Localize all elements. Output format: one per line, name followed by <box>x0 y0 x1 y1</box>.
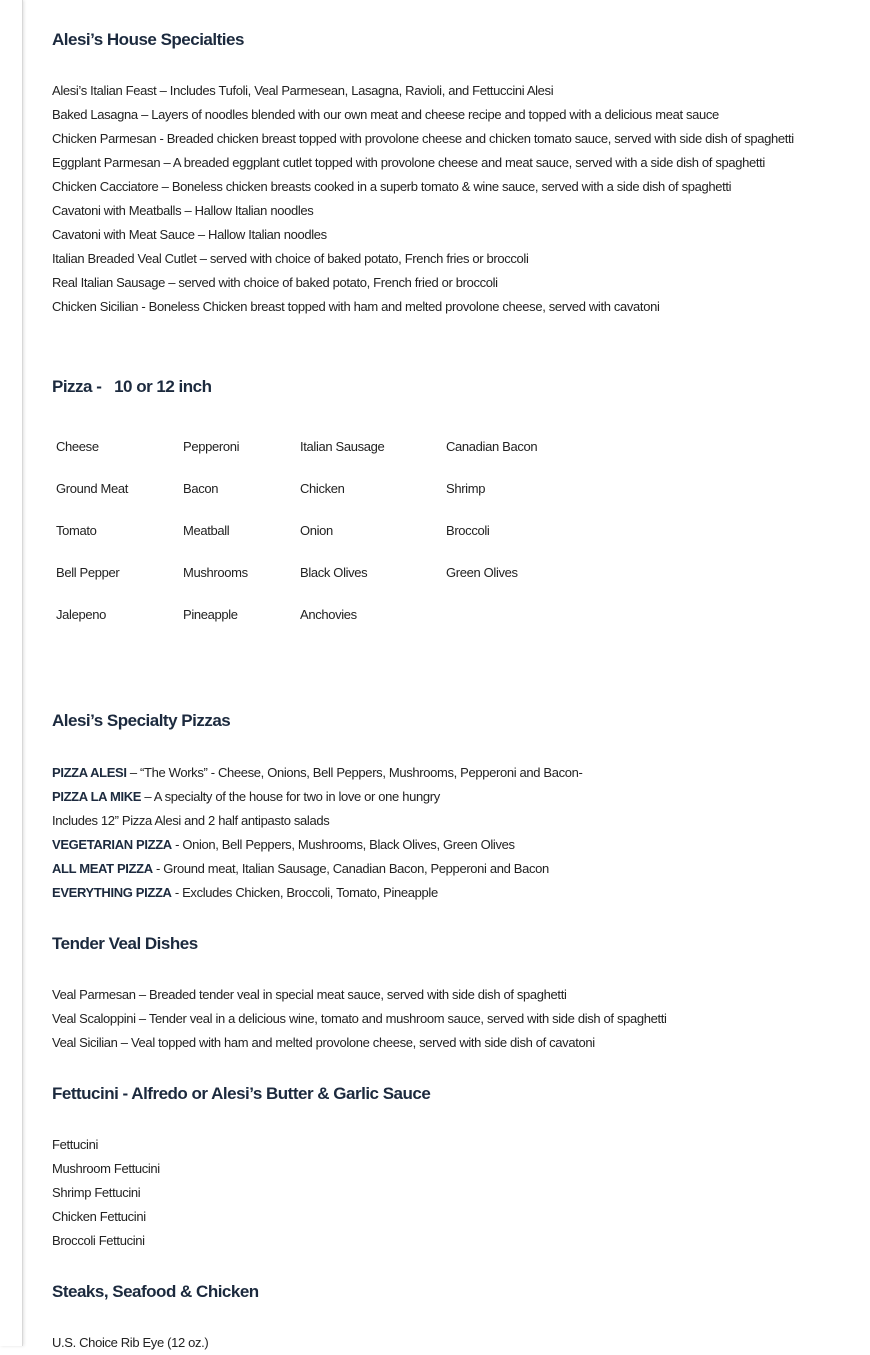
pizza-name: PIZZA LA MIKE <box>52 789 142 804</box>
pizza-name: ALL MEAT PIZZA <box>52 861 153 876</box>
topping-cell: Italian Sausage <box>300 439 385 454</box>
menu-item: Chicken Cacciatore – Boneless chicken breasts cooked in a superb tomato & wine sauce, served with a side dish of spaghetti <box>52 179 732 194</box>
menu-item: Eggplant Parmesan – A breaded eggplant cutlet topped with provolone cheese and meat sauce, served with a side dish of spaghetti <box>52 155 765 170</box>
topping-cell: Black Olives <box>300 565 368 580</box>
section-title: Alesi’s House Specialties <box>52 30 244 49</box>
topping-cell: Shrimp <box>446 481 486 496</box>
section-title: Pizza - 10 or 12 inch <box>52 377 212 396</box>
specialty-pizza-item <box>52 809 860 833</box>
section-title: Fettucini - Alfredo or Alesi’s Butter & Garlic Sauce <box>52 1084 431 1103</box>
pizza-name: PIZZA ALESI <box>52 765 127 780</box>
menu-item: U.S. Choice Rib Eye (12 oz.) <box>52 1335 209 1350</box>
section-title: Steaks, Seafood & Chicken <box>52 1282 259 1301</box>
pizza-name: EVERYTHING PIZZA <box>52 885 172 900</box>
pizza-description: - Excludes Chicken, Broccoli, Tomato, Pineapple <box>171 885 438 900</box>
menu-item: Veal Sicilian – Veal topped with ham and melted provolone cheese, served with side dish of cavatoni <box>52 1035 595 1050</box>
pizza-description: - Onion, Bell Peppers, Mushrooms, Black Olives, Green Olives <box>171 837 515 852</box>
pizza-description: - Ground meat, Italian Sausage, Canadian Bacon, Pepperoni and Bacon <box>152 861 549 876</box>
menu-item: Chicken Parmesan - Breaded chicken breast topped with provolone cheese and chicken tomato sauce, served with side dish of spaghetti <box>52 131 794 146</box>
topping-cell: Tomato <box>56 523 97 538</box>
menu-item: Veal Parmesan – Breaded tender veal in special meat sauce, served with side dish of spaghetti <box>52 987 567 1002</box>
menu-item: Real Italian Sausage – served with choice of baked potato, French fried or broccoli <box>52 275 498 290</box>
pizza-section <box>52 375 860 399</box>
menu-item: Cavatoni with Meat Sauce – Hallow Italian noodles <box>52 227 327 242</box>
topping-cell: Meatball <box>183 523 230 538</box>
menu-item: Cavatoni with Meatballs – Hallow Italian noodles <box>52 203 314 218</box>
section-title: Alesi’s Specialty Pizzas <box>52 711 231 730</box>
menu-item: Broccoli Fettucini <box>52 1233 145 1248</box>
steaks-section <box>52 1280 860 1355</box>
topping-cell: Ground Meat <box>56 481 129 496</box>
pizza-description: Includes 12” Pizza Alesi and 2 half antipasto salads <box>52 813 330 828</box>
topping-cell: Onion <box>300 523 333 538</box>
fettucini-section <box>52 1082 860 1253</box>
topping-cell: Chicken <box>300 481 345 496</box>
menu-item: Italian Breaded Veal Cutlet – served with choice of baked potato, French fries or broccoli <box>52 251 529 266</box>
topping-cell: Broccoli <box>446 523 490 538</box>
menu-item: Shrimp Fettucini <box>52 1185 141 1200</box>
menu-item: Chicken Fettucini <box>52 1209 146 1224</box>
specialty-pizza-item <box>52 785 860 809</box>
menu-item: Fettucini <box>52 1137 98 1152</box>
topping-cell: Canadian Bacon <box>446 439 538 454</box>
topping-cell: Pineapple <box>183 607 238 622</box>
section-title: Tender Veal Dishes <box>52 934 198 953</box>
topping-cell: Jalepeno <box>56 607 106 622</box>
menu-item: Veal Scaloppini – Tender veal in a delicious wine, tomato and mushroom sauce, served with side dish of spaghetti <box>52 1011 667 1026</box>
menu-item: Baked Lasagna – Layers of noodles blended with our own meat and cheese recipe and topped with a delicious meat sauce <box>52 107 719 122</box>
topping-cell: Bell Pepper <box>56 565 120 580</box>
house-specialties-section <box>52 28 860 319</box>
topping-cell: Mushrooms <box>183 565 248 580</box>
pizza-description: – “The Works” - Cheese, Onions, Bell Peppers, Mushrooms, Pepperoni and Bacon- <box>126 765 583 780</box>
menu-item: Mushroom Fettucini <box>52 1161 160 1176</box>
menu-item: Chicken Sicilian - Boneless Chicken breast topped with ham and melted provolone cheese, served with cavatoni <box>52 299 660 314</box>
page-edge <box>0 0 23 1346</box>
topping-cell: Bacon <box>183 481 219 496</box>
pizza-name: VEGETARIAN PIZZA <box>52 837 172 852</box>
specialty-pizza-item <box>52 833 860 857</box>
specialty-pizzas-section <box>52 709 860 905</box>
topping-cell: Pepperoni <box>183 439 240 454</box>
topping-cell: Green Olives <box>446 565 518 580</box>
menu-item: Alesi’s Italian Feast – Includes Tufoli, Veal Parmesean, Lasagna, Ravioli, and Fettuccini Alesi <box>52 83 554 98</box>
pizza-description: – A specialty of the house for two in love or one hungry <box>141 789 440 804</box>
veal-section <box>52 932 860 1055</box>
specialty-pizza-item <box>52 761 860 785</box>
specialty-pizza-item <box>52 881 860 905</box>
topping-cell: Anchovies <box>300 607 357 622</box>
specialty-pizza-item <box>52 857 860 881</box>
topping-cell: Cheese <box>56 439 99 454</box>
